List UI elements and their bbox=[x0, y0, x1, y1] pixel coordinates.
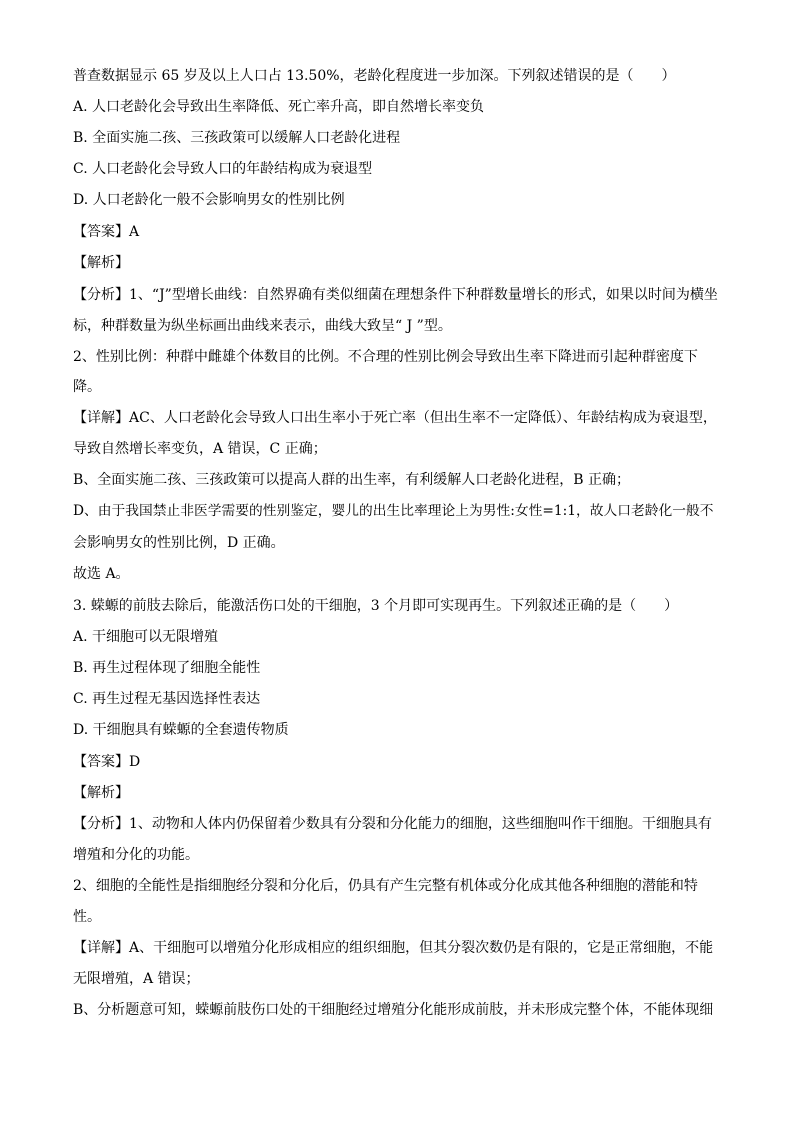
q2-fenxi-1a: 【分析】1、“J”型增长曲线：自然界确有类似细菌在理想条件下种群数量增长的形式，如果以时间为横坐 bbox=[73, 287, 718, 303]
q2-conclusion: 故选 A。 bbox=[73, 566, 130, 582]
q3-stem: 3. 蝾螈的前肢去除后，能激活伤口处的干细胞，3 个月即可实现再生。下列叙述正确的是（ ） bbox=[73, 598, 679, 614]
q3-detail-2: B、分析题意可知，蝾螈前肢伤口处的干细胞经过增殖分化能形成前肢，并未形成完整个体，不能体现细 bbox=[73, 1002, 714, 1018]
q2-option-a: A. 人口老龄化会导致出生率降低、死亡率升高，即自然增长率变负 bbox=[73, 99, 485, 115]
q2-analysis-label: 【解析】 bbox=[73, 255, 129, 271]
q3-option-c: C. 再生过程无基因选择性表达 bbox=[73, 691, 261, 707]
q2-detail-1b: 导致自然增长率变负，A 错误，C 正确； bbox=[73, 441, 327, 457]
q2-detail-1a: 【详解】AC、人口老龄化会导致人口出生率小于死亡率（但出生率不一定降低）、年龄结构成为衰退型， bbox=[73, 410, 717, 426]
q3-fenxi-2b: 性。 bbox=[73, 909, 101, 925]
q3-option-d: D. 干细胞具有蝾螈的全套遗传物质 bbox=[73, 722, 289, 738]
q2-detail-2: B、全面实施二孩、三孩政策可以提高人群的出生率，有利缓解人口老龄化进程，B 正确； bbox=[73, 472, 631, 488]
q3-fenxi-1b: 增殖和分化的功能。 bbox=[73, 847, 199, 863]
q2-fenxi-1b: 标，种群数量为纵坐标画出曲线来表示，曲线大致呈“ J ”型。 bbox=[73, 318, 452, 334]
q2-stem-tail: 普查数据显示 65 岁及以上人口占 13.50%，老龄化程度进一步加深。下列叙述错误的是（ ） bbox=[73, 68, 676, 84]
q3-fenxi-2a: 2、细胞的全能性是指细胞经分裂和分化后，仍具有产生完整有机体或分化成其他各种细胞的潜能和特 bbox=[73, 878, 698, 894]
q2-fenxi-2b: 降。 bbox=[73, 379, 101, 395]
q3-detail-1b: 无限增殖，A 错误； bbox=[73, 971, 200, 987]
q2-option-d: D. 人口老龄化一般不会影响男女的性别比例 bbox=[73, 192, 345, 208]
q2-option-c: C. 人口老龄化会导致人口的年龄结构成为衰退型 bbox=[73, 161, 373, 177]
q3-option-b: B. 再生过程体现了细胞全能性 bbox=[73, 660, 261, 676]
q2-fenxi-2a: 2、性别比例：种群中雌雄个体数目的比例。不合理的性别比例会导致出生率下降进而引起种群密度下 bbox=[73, 349, 698, 365]
q3-fenxi-1a: 【分析】1、动物和人体内仍保留着少数具有分裂和分化能力的细胞，这些细胞叫作干细胞。干细胞具有 bbox=[73, 816, 712, 832]
q2-detail-3a: D、由于我国禁止非医学需要的性别鉴定，婴儿的出生比率理论上为男性:女性=1:1，故人口老龄化一般不 bbox=[73, 503, 714, 519]
q3-analysis-label: 【解析】 bbox=[73, 785, 129, 801]
q3-answer: 【答案】D bbox=[73, 754, 141, 770]
q2-detail-3b: 会影响男女的性别比例，D 正确。 bbox=[73, 535, 285, 551]
q2-option-b: B. 全面实施二孩、三孩政策可以缓解人口老龄化进程 bbox=[73, 130, 401, 146]
q3-detail-1a: 【详解】A、干细胞可以增殖分化形成相应的组织细胞，但其分裂次数仍是有限的，它是正常细胞，不能 bbox=[73, 940, 714, 956]
q2-answer: 【答案】A bbox=[73, 224, 140, 240]
q3-option-a: A. 干细胞可以无限增殖 bbox=[73, 629, 219, 645]
